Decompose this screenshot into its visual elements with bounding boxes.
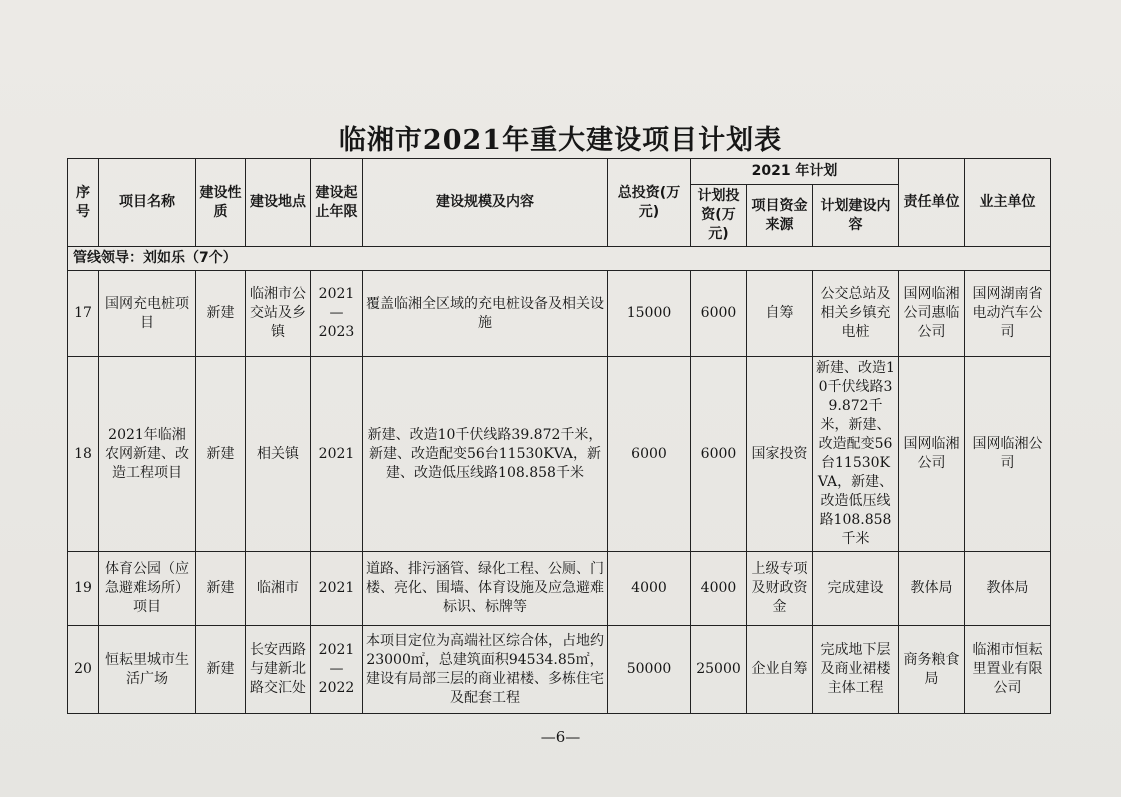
cell-name: 2021年临湘农网新建、改造工程项目 [99, 357, 196, 552]
cell-owner: 教体局 [965, 552, 1051, 626]
cell-location: 长安西路与建新北路交汇处 [246, 626, 311, 714]
period-start: 2021 [318, 445, 355, 462]
header-resp: 责任单位 [899, 159, 965, 247]
cell-total: 4000 [608, 552, 691, 626]
cell-owner: 临湘市恒耘里置业有限公司 [965, 626, 1051, 714]
cell-nature: 新建 [196, 271, 246, 357]
cell-location: 临湘市 [246, 552, 311, 626]
header-name: 项目名称 [99, 159, 196, 247]
table-row [68, 271, 1051, 357]
cell-nature: 新建 [196, 552, 246, 626]
cell-owner: 国网临湘公司 [965, 357, 1051, 552]
cell-plan-invest: 4000 [691, 552, 747, 626]
cell-nature: 新建 [196, 357, 246, 552]
cell-period [311, 552, 363, 626]
page-title: 临湘市2021年重大建设项目计划表 [338, 125, 783, 156]
header-plan-content: 计划建设内容 [813, 185, 899, 247]
cell-plan-content: 公交总站及相关乡镇充电桩 [813, 271, 899, 357]
period-end: 2022 [318, 680, 355, 696]
cell-scope: 新建、改造10千伏线路39.872千米，新建、改造配变56台11530KVA，新建、改造低压线路108.858千米 [363, 357, 608, 552]
cell-plan-content: 新建、改造10千伏线路39.872千米，新建、改造配变56台11530KVA，新建、改造低压线路108.858千米 [813, 357, 899, 552]
header-plan-invest: 计划投资(万元) [691, 185, 747, 247]
cell-resp: 教体局 [899, 552, 965, 626]
header-scope: 建设规模及内容 [363, 159, 608, 247]
cell-fund-source: 国家投资 [747, 357, 813, 552]
cell-name: 国网充电桩项目 [99, 271, 196, 357]
cell-seq: 17 [68, 271, 99, 357]
header-location: 建设地点 [246, 159, 311, 247]
cell-location: 相关镇 [246, 357, 311, 552]
cell-seq: 19 [68, 552, 99, 626]
project-plan-table [67, 158, 1051, 714]
header-plan-group: 2021 年计划 [691, 159, 899, 185]
page-number: —6— [540, 728, 581, 746]
section-leader-label: 管线领导：刘如乐（7个） [68, 247, 1051, 271]
period-start: 2021 [318, 286, 355, 302]
table-row [68, 626, 1051, 714]
cell-plan-invest: 6000 [691, 357, 747, 552]
cell-scope: 道路、排污涵管、绿化工程、公厕、门楼、亮化、围墙、体育设施及应急避难标识、标牌等 [363, 552, 608, 626]
cell-resp: 商务粮食局 [899, 626, 965, 714]
cell-plan-invest: 25000 [691, 626, 747, 714]
cell-resp: 国网临湘公司 [899, 357, 965, 552]
header-owner: 业主单位 [965, 159, 1051, 247]
cell-fund-source: 企业自筹 [747, 626, 813, 714]
section-row [68, 247, 1051, 271]
cell-scope: 本项目定位为高端社区综合体，占地约23000㎡，总建筑面积94534.85㎡，建设有局部三层的商业裙楼、多栋住宅及配套工程 [363, 626, 608, 714]
table-row [68, 357, 1051, 552]
cell-total: 50000 [608, 626, 691, 714]
cell-plan-invest: 6000 [691, 271, 747, 357]
header-total: 总投资(万元) [608, 159, 691, 247]
cell-total: 15000 [608, 271, 691, 357]
cell-name: 恒耘里城市生活广场 [99, 626, 196, 714]
cell-nature: 新建 [196, 626, 246, 714]
header-period: 建设起止年限 [311, 159, 363, 247]
period-start: 2021 [318, 642, 355, 658]
cell-resp: 国网临湘公司惠临公司 [899, 271, 965, 357]
cell-period [311, 271, 363, 357]
cell-fund-source: 上级专项及财政资金 [747, 552, 813, 626]
cell-plan-content: 完成建设 [813, 552, 899, 626]
cell-location: 临湘市公交站及乡镇 [246, 271, 311, 357]
header-nature: 建设性质 [196, 159, 246, 247]
cell-total: 6000 [608, 357, 691, 552]
header-row-1 [68, 159, 1051, 185]
table-row [68, 552, 1051, 626]
cell-period [311, 626, 363, 714]
period-sep: — [329, 305, 344, 321]
header-seq: 序号 [68, 159, 99, 247]
cell-seq: 20 [68, 626, 99, 714]
cell-name: 体育公园（应急避难场所）项目 [99, 552, 196, 626]
period-end: 2023 [318, 324, 355, 340]
period-sep: — [329, 661, 344, 677]
cell-scope: 覆盖临湘全区域的充电桩设备及相关设施 [363, 271, 608, 357]
period-start: 2021 [318, 580, 355, 596]
cell-fund-source: 自筹 [747, 271, 813, 357]
header-fund-source: 项目资金来源 [747, 185, 813, 247]
cell-owner: 国网湖南省电动汽车公司 [965, 271, 1051, 357]
cell-period [311, 357, 363, 552]
cell-seq: 18 [68, 357, 99, 552]
cell-plan-content: 完成地下层及商业裙楼主体工程 [813, 626, 899, 714]
